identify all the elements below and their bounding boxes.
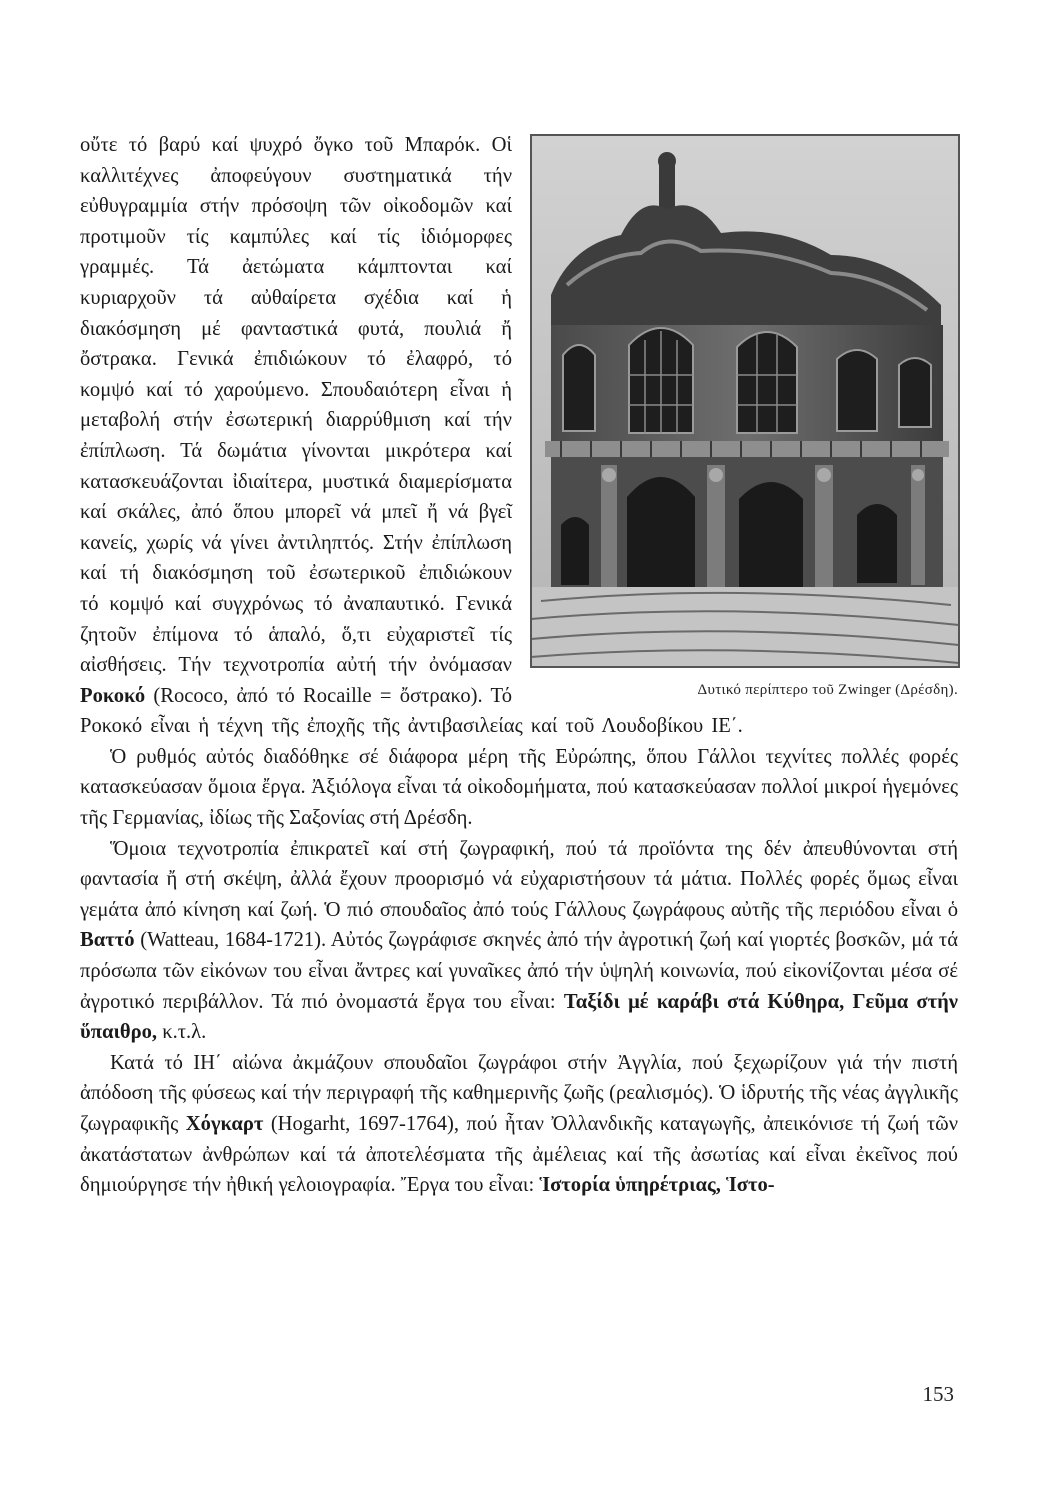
figure-caption: Δυτικό περίπτερο τοῦ Zwinger (Δρέσδη). bbox=[697, 682, 958, 698]
paragraph-3 bbox=[80, 834, 958, 1048]
paragraph-4 bbox=[80, 1048, 958, 1201]
paragraph-2 bbox=[80, 742, 958, 834]
paragraph-1-text-a: οὔτε τό βαρύ καί ψυχρό ὄγκο τοῦ Μπαρόκ. Οἱ καλλιτέχνες ἀποφεύγουν συστηματικά τήν εὐθυγραμμία στήν πρόσοψη τῶν οἰκοδομῶν καί προτιμοῦν τίς καμπύλες καί τίς ἰδιόμορφες γραμμές. Τά ἀετώματα κάμπτονται καί κυριαρχοῦν τά αὐθαίρετα σχέδια καί ἡ διακόσμηση μέ φανταστικά φυτά, πουλιά ἤ ὄστρακα. Γενικά ἐπιδιώκουν τό ἐλαφρό, τό κομψό καί τό χαρούμενο. Σπουδαιότερη εἶναι ἡ μεταβολή στήν ἐσωτερική διαρρύθμιση καί τήν ἐπίπλωση. Τά δωμάτια γίνονται μικρότερα καί κατασκευάζονται ἰδιαίτερα, μυστικά διαμερίσματα καί σκάλες, ἀπό ὅπου μπορεῖ νά μπεῖ ἤ νά βγεῖ κανείς, χωρίς νά γίνει ἀντιληπτός. Στήν ἐπίπλωση καί τή διακόσμηση τοῦ ἐσωτερικοῦ ἐπιδιώκουν τό κομψό καί συγχρόνως τό ἀναπαυτικό. Γενικά ζητοῦν ἐπίμονα τό ἁπαλό, ὅ,τι εὐχαριστεῖ τίς αἰσθήσεις. Τήν τεχνοτροπία αὐτή τήν ὀνόμασαν bbox=[80, 134, 512, 677]
figure bbox=[530, 134, 958, 700]
term-hogarth: Χόγκαρτ bbox=[185, 1113, 264, 1135]
term-watteau: Βαττό bbox=[80, 929, 135, 952]
paragraph-1-text-b: (Rococo, ἀπό τό Rocaille = ὄστρακο). Τό Ροκοκό εἶναι ἡ τέχνη τῆς ἐποχῆς τῆς ἀντιβασιλείας καί τοῦ Λουδοβίκου ΙΕ΄. bbox=[80, 684, 743, 738]
page-body bbox=[80, 130, 958, 1201]
zwinger-pavilion-photo bbox=[530, 134, 960, 668]
hogarth-works: Ἱστορία ὑπηρέτριας, Ἱστο- bbox=[539, 1174, 775, 1197]
paragraph-3-text-b: (Watteau, 1684-1721). Αὐτός ζωγράφισε σκηνές ἀπό τήν ἀγροτική ζωή καί γιορτές βοσκῶν, μά τά πρόσωπα τῶν εἰκόνων του εἶναι ἄντρες καί γυναῖκες ἀπό τήν ὑψηλή κοινωνία, πού εἰκονίζονται μέσα σέ ἀγροτικό περιβάλλον. Τά πιό ὀνομαστά ἔργα του εἶναι: bbox=[80, 929, 958, 1013]
page-number: 153 bbox=[922, 1382, 954, 1406]
paragraph-4-text-a: Κατά τό ΙΗ΄ αἰώνα ἀκμάζουν σπουδαῖοι ζωγράφοι στήν Ἀγγλία, πού ξεχωρίζουν γιά τήν πιστή ἀπόδοση τῆς φύσεως καί τήν περιγραφή τῆς καθημερινῆς ζωῆς (ρεαλισμός). Ὁ ἱδρυτής τῆς νέας ἀγγλικῆς ζωγραφικῆς bbox=[80, 1051, 958, 1135]
paragraph-3-text-c: κ.τ.λ. bbox=[157, 1021, 207, 1044]
watteau-works: Ταξίδι μέ καράβι στά Κύθηρα, Γεῦμα στήν ὕπαιθρο, bbox=[80, 990, 958, 1044]
paragraph-2-text: Ὁ ρυθμός αὐτός διαδόθηκε σέ διάφορα μέρη τῆς Εὐρώπης, ὅπου Γάλλοι τεχνίτες πολλές φορές κατασκεύασαν ὅμοια ἔργα. Ἀξιόλογα εἶναι τά οἰκοδομήματα, πού κατασκεύασαν πολλοί μικροί ἡγεμόνες τῆς Γερμανίας, ἰδίως τῆς Σαξονίας στή Δρέσδη. bbox=[80, 745, 958, 830]
term-rococo: Ροκοκό bbox=[80, 684, 146, 707]
paragraph-3-text-a: Ὅμοια τεχνοτροπία ἐπικρατεῖ καί στή ζωγραφική, πού τά προϊόντα της δέν ἀπευθύνονται στή φαντασία ἤ στή σκέψη, ἀλλά ἔχουν προορισμό νά εὐχαριστήσουν τά μάτια. Πολλές φορές ὅμως εἶναι γεμάτα ἀπό κίνηση καί ζωή. Ὁ πιό σπουδαῖος ἀπό τούς Γάλλους ζωγράφους αὐτῆς τῆς περιόδου εἶναι ὁ bbox=[80, 837, 958, 921]
paragraph-4-text-b: (Hogarht, 1697-1764), πού ἦταν Ὀλλανδικῆς καταγωγῆς, ἀπεικόνισε τή ζωή τῶν ἀκατάστατων ἀνθρώπων καί τά ἀποτελέσματα τῆς ἀμέλειας καί τῆς ἀσωτίας καί εἶναι ἐκεῖνος πού δημιούργησε τήν ἠθική γελοιογραφία. Ἔργα του εἶναι: bbox=[80, 1113, 958, 1197]
